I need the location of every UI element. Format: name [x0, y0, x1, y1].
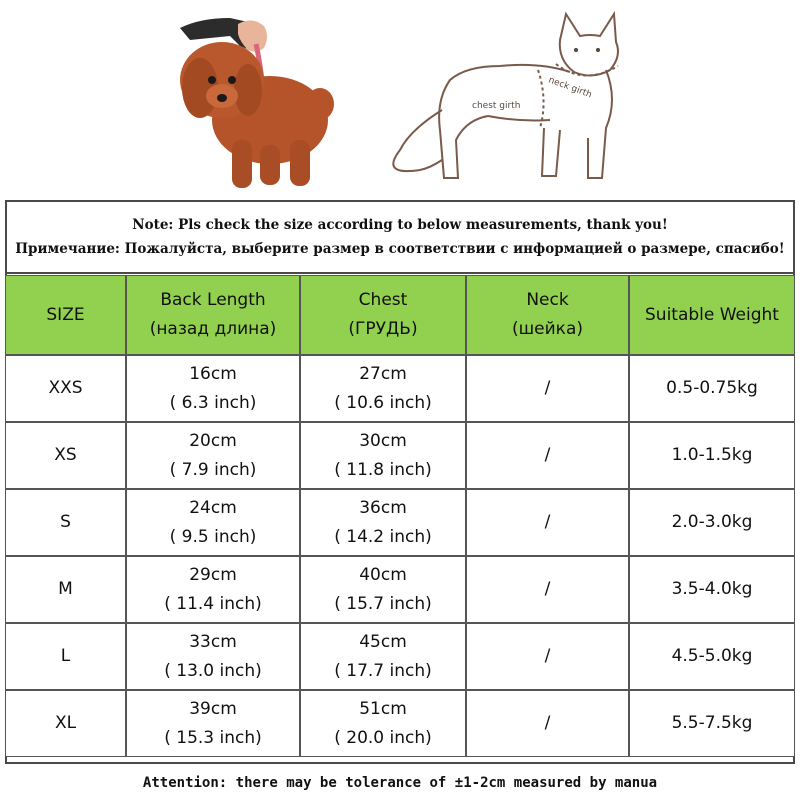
chest-cell: 30cm ( 11.8 inch) — [300, 422, 466, 489]
note-box — [7, 202, 793, 274]
size-cell: S — [5, 489, 126, 556]
weight-cell: 2.0-3.0kg — [629, 489, 795, 556]
back-length-cell: 20cm ( 7.9 inch) — [126, 422, 300, 489]
size-cell: M — [5, 556, 126, 623]
chest-girth-label: chest girth — [472, 101, 521, 111]
header-weight: Suitable Weight — [629, 275, 795, 355]
header-neck: Neck (шейка) — [466, 275, 629, 355]
note-russian: Примечание: Пожалуйста, выберите размер в соответствии с информацией о размере, спасибо! — [15, 241, 785, 257]
neck-girth-label: neck girth — [546, 75, 594, 101]
dog-illustration — [160, 0, 380, 196]
size-table — [5, 275, 795, 757]
weight-cell: 4.5-5.0kg — [629, 623, 795, 690]
neck-cell: / — [466, 690, 629, 757]
size-cell: L — [5, 623, 126, 690]
table-row — [5, 489, 795, 556]
table-row — [5, 690, 795, 757]
weight-cell: 5.5-7.5kg — [629, 690, 795, 757]
table-header-row — [5, 275, 795, 355]
weight-cell: 0.5-0.75kg — [629, 355, 795, 422]
table-row — [5, 556, 795, 623]
cat-diagram — [370, 0, 630, 196]
table-row — [5, 355, 795, 422]
chest-cell: 36cm ( 14.2 inch) — [300, 489, 466, 556]
chest-cell: 45cm ( 17.7 inch) — [300, 623, 466, 690]
size-cell: XS — [5, 422, 126, 489]
hero-illustrations — [0, 0, 800, 196]
back-length-cell: 16cm ( 6.3 inch) — [126, 355, 300, 422]
neck-cell: / — [466, 556, 629, 623]
neck-cell: / — [466, 489, 629, 556]
attention-note: Attention: there may be tolerance of ±1-2cm measured by manua — [142, 775, 658, 791]
weight-cell: 3.5-4.0kg — [629, 556, 795, 623]
back-length-cell: 24cm ( 9.5 inch) — [126, 489, 300, 556]
back-length-cell: 39cm ( 15.3 inch) — [126, 690, 300, 757]
header-chest: Chest (ГРУДЬ) — [300, 275, 466, 355]
chest-cell: 27cm ( 10.6 inch) — [300, 355, 466, 422]
size-cell: XXS — [5, 355, 126, 422]
weight-cell: 1.0-1.5kg — [629, 422, 795, 489]
table-row — [5, 422, 795, 489]
chest-cell: 40cm ( 15.7 inch) — [300, 556, 466, 623]
size-cell: XL — [5, 690, 126, 757]
note-english: Note: Pls check the size according to below measurements, thank you! — [132, 217, 668, 233]
neck-cell: / — [466, 422, 629, 489]
chest-cell: 51cm ( 20.0 inch) — [300, 690, 466, 757]
header-size: SIZE — [5, 275, 126, 355]
neck-cell: / — [466, 355, 629, 422]
table-row — [5, 623, 795, 690]
back-length-cell: 33cm ( 13.0 inch) — [126, 623, 300, 690]
back-length-cell: 29cm ( 11.4 inch) — [126, 556, 300, 623]
neck-cell: / — [466, 623, 629, 690]
header-back-length: Back Length (назад длина) — [126, 275, 300, 355]
